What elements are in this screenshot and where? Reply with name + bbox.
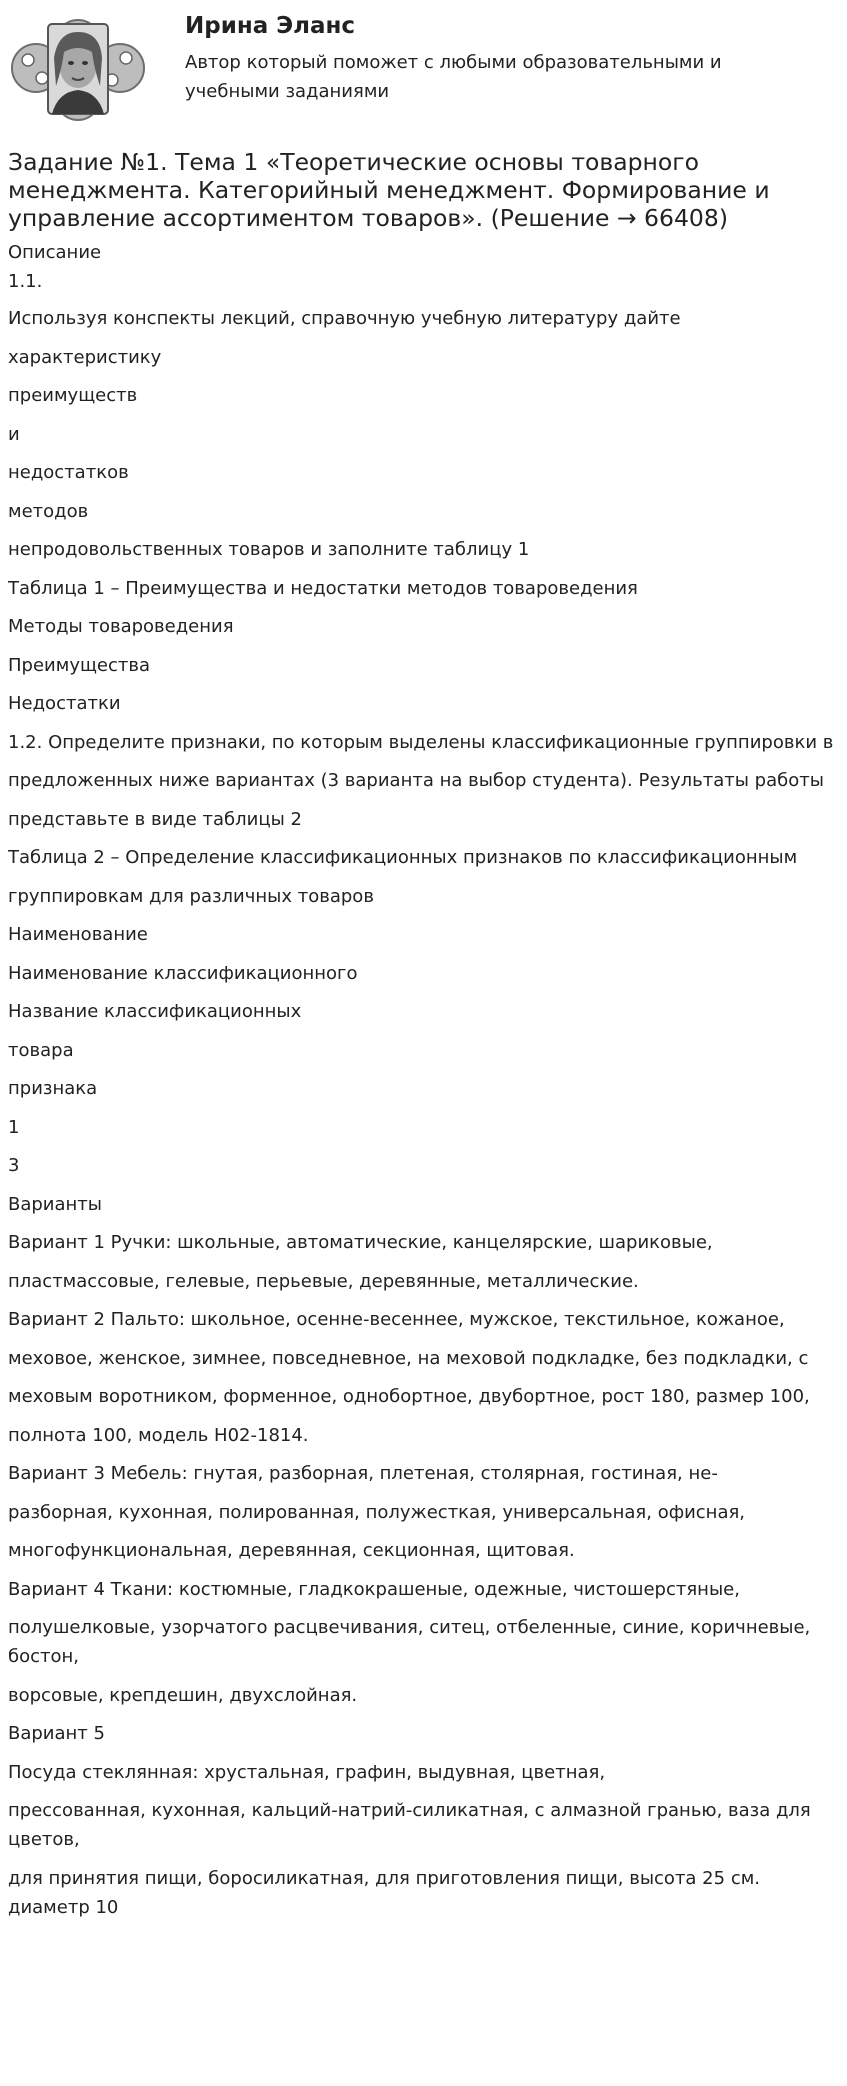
text-line: ворсовые, крепдешин, двухслойная.: [8, 1684, 358, 1706]
text-line: непродовольственных товаров и заполните таблицу 1: [8, 539, 530, 560]
text-line: многофункциональная, деревянная, секционная, щитовая.: [8, 1540, 575, 1561]
text-line: 1: [8, 1116, 20, 1138]
text-line: Таблица 1 – Преимущества и недостатки методов товароведения: [8, 577, 638, 599]
author-description: Автор который поможет с любыми образовательными и учебными заданиями: [185, 52, 722, 102]
text-line: Вариант 3 Мебель: гнутая, разборная, плетеная, столярная, гостиная, не-: [8, 1463, 718, 1484]
author-avatar: [8, 8, 148, 128]
text-line: 3: [8, 1155, 20, 1176]
text-line: Вариант 2 Пальто: школьное, осенне-весеннее, мужское, текстильное, кожаное,: [8, 1309, 785, 1330]
text-line: методов: [8, 500, 89, 522]
text-line: Используя конспекты лекций, справочную учебную литературу дайте: [8, 308, 681, 329]
section-label: Описание: [8, 242, 102, 263]
text-line: меховое, женское, зимнее, повседневное, на меховой подкладке, без подкладки, с: [8, 1347, 809, 1369]
text-line: Вариант 4 Ткани: костюмные, гладкокрашеные, одежные, чистошерстяные,: [8, 1578, 740, 1600]
text-line: Наименование: [8, 924, 148, 945]
text-line: преимуществ: [8, 385, 138, 406]
text-line: прессованная, кухонная, кальций-натрий-силикатная, с алмазной гранью, ваза для цветов,: [8, 1800, 811, 1850]
text-line: 1.1.: [8, 271, 43, 292]
text-line: признака: [8, 1078, 98, 1099]
text-line: и: [8, 423, 20, 445]
text-line: Недостатки: [8, 693, 121, 714]
page-title: Задание №1. Тема 1 «Теоретические основы товарного менеджмента. Категорийный менеджмент. Формирование и управление ассортиментом товаров». (Решение → 66408): [8, 148, 770, 232]
text-line: группировкам для различных товаров: [8, 885, 374, 907]
text-line: Вариант 5: [8, 1723, 105, 1744]
text-line: пластмассовые, гелевые, перьевые, деревянные, металлические.: [8, 1270, 639, 1292]
author-header: [0, 0, 847, 140]
text-line: полушелковые, узорчатого расцвечивания, ситец, отбеленные, синие, коричневые, бостон,: [8, 1617, 811, 1667]
text-line: меховым воротником, форменное, однобортное, двубортное, рост 180, размер 100,: [8, 1386, 810, 1407]
text-line: Посуда стеклянная: хрустальная, графин, выдувная, цветная,: [8, 1761, 606, 1783]
text-line: Наименование классификационного: [8, 962, 358, 984]
text-line: 1.2. Определите признаки, по которым выделены классификационные группировки в: [8, 731, 834, 753]
text-line: Преимущества: [8, 654, 151, 676]
text-line: Вариант 1 Ручки: школьные, автоматические, канцелярские, шариковые,: [8, 1232, 713, 1253]
text-line: Таблица 2 – Определение классификационных признаков по классификационным: [8, 847, 798, 868]
text-line: недостатков: [8, 462, 129, 483]
text-line: Название классификационных: [8, 1001, 302, 1022]
text-line: для принятия пищи, боросиликатная, для приготовления пищи, высота 25 см. диаметр 10: [8, 1867, 761, 1918]
task-content: [8, 148, 839, 1931]
text-line: разборная, кухонная, полированная, полужесткая, универсальная, офисная,: [8, 1501, 746, 1523]
text-line: предложенных ниже вариантах (3 варианта на выбор студента). Результаты работы: [8, 770, 824, 791]
text-line: товара: [8, 1039, 74, 1061]
text-line: полнота 100, модель Н02-1814.: [8, 1424, 309, 1446]
task-body: [8, 267, 839, 1931]
text-line: представьте в виде таблицы 2: [8, 808, 302, 830]
author-name: Ирина Эланс: [185, 13, 356, 39]
text-line: Варианты: [8, 1193, 102, 1215]
text-line: Методы товароведения: [8, 616, 234, 637]
text-line: характеристику: [8, 346, 162, 368]
